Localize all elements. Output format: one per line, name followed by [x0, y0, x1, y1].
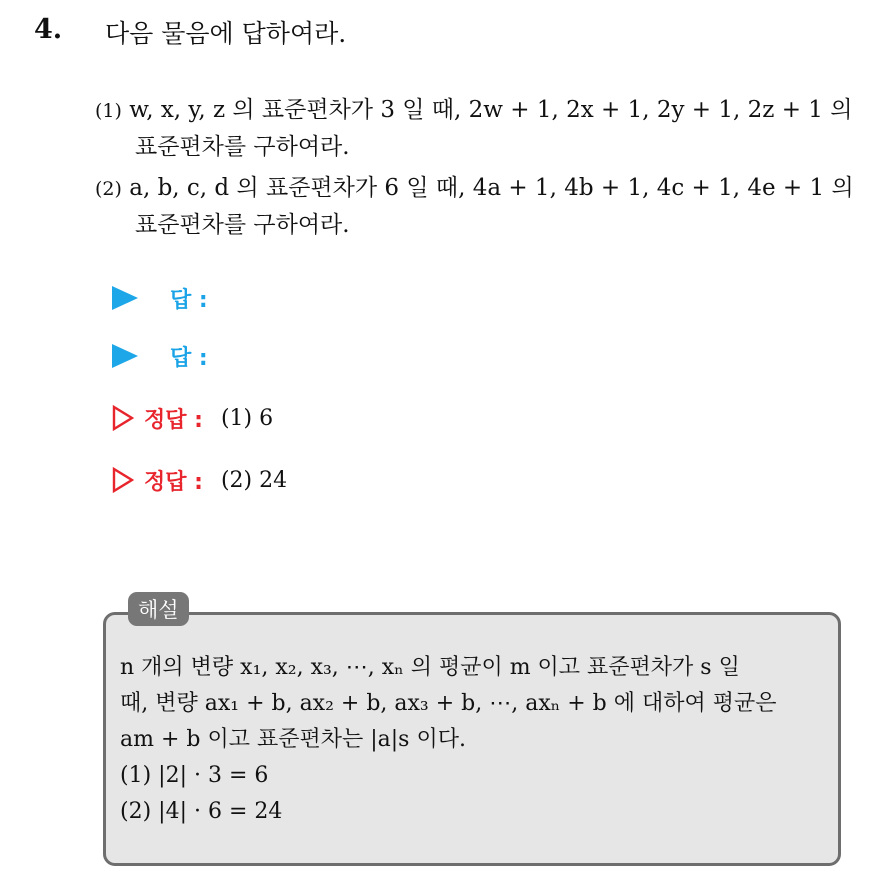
- solution-line-1: n 개의 변량 x₁, x₂, x₃, ⋯, xₙ 의 평균이 m 이고 표준편차가 s 일: [120, 655, 740, 680]
- answer-row-2: [112, 339, 208, 373]
- solution-line-2: 때, 변량 ax₁ + b, ax₂ + b, ax₃ + b, ⋯, axₙ + b 에 대하여 평균은: [120, 691, 777, 716]
- correct-label: 정답 :: [144, 407, 203, 433]
- play-triangle-icon: [112, 344, 138, 368]
- solution-line-5: (2) |4| · 6 = 24: [120, 799, 283, 824]
- subquestion-1-line2: 표준편차를 구하여라.: [135, 134, 350, 160]
- subquestion-2: [95, 170, 870, 243]
- correct-value: (2) 24: [220, 467, 288, 493]
- subquestion-1-mark: (1): [95, 100, 122, 122]
- solution-line-4: (1) |2| · 3 = 6: [120, 763, 269, 788]
- correct-label: 정답 :: [144, 469, 203, 495]
- correct-row-1: [112, 401, 273, 435]
- subquestion-2-line1: a, b, c, d 의 표준편차가 6 일 때, 4a + 1, 4b + 1, 4c + 1, 4e + 1 의: [129, 175, 854, 201]
- correct-value: (1) 6: [220, 405, 274, 431]
- solution-line-3: am + b 이고 표준편차는 |a|s 이다.: [120, 727, 466, 752]
- answer-row-1: [112, 281, 208, 315]
- play-triangle-icon: [112, 286, 138, 310]
- outline-triangle-icon: [112, 467, 134, 493]
- subquestion-2-line2: 표준편차를 구하여라.: [135, 212, 350, 238]
- solution-text: [120, 650, 832, 830]
- solution-tag: 해설: [128, 592, 189, 626]
- answer-label: 답 :: [170, 287, 208, 313]
- outline-triangle-icon: [112, 405, 134, 431]
- correct-row-2: [112, 463, 287, 497]
- question-number: 4.: [34, 14, 63, 45]
- question-prompt: 다음 물음에 답하여라.: [105, 19, 347, 48]
- subquestion-1: [95, 92, 870, 165]
- subquestion-2-mark: (2): [95, 178, 122, 200]
- subquestion-1-line1: w, x, y, z 의 표준편차가 3 일 때, 2w + 1, 2x + 1, 2y + 1, 2z + 1 의: [129, 97, 853, 123]
- answer-label: 답 :: [170, 345, 208, 371]
